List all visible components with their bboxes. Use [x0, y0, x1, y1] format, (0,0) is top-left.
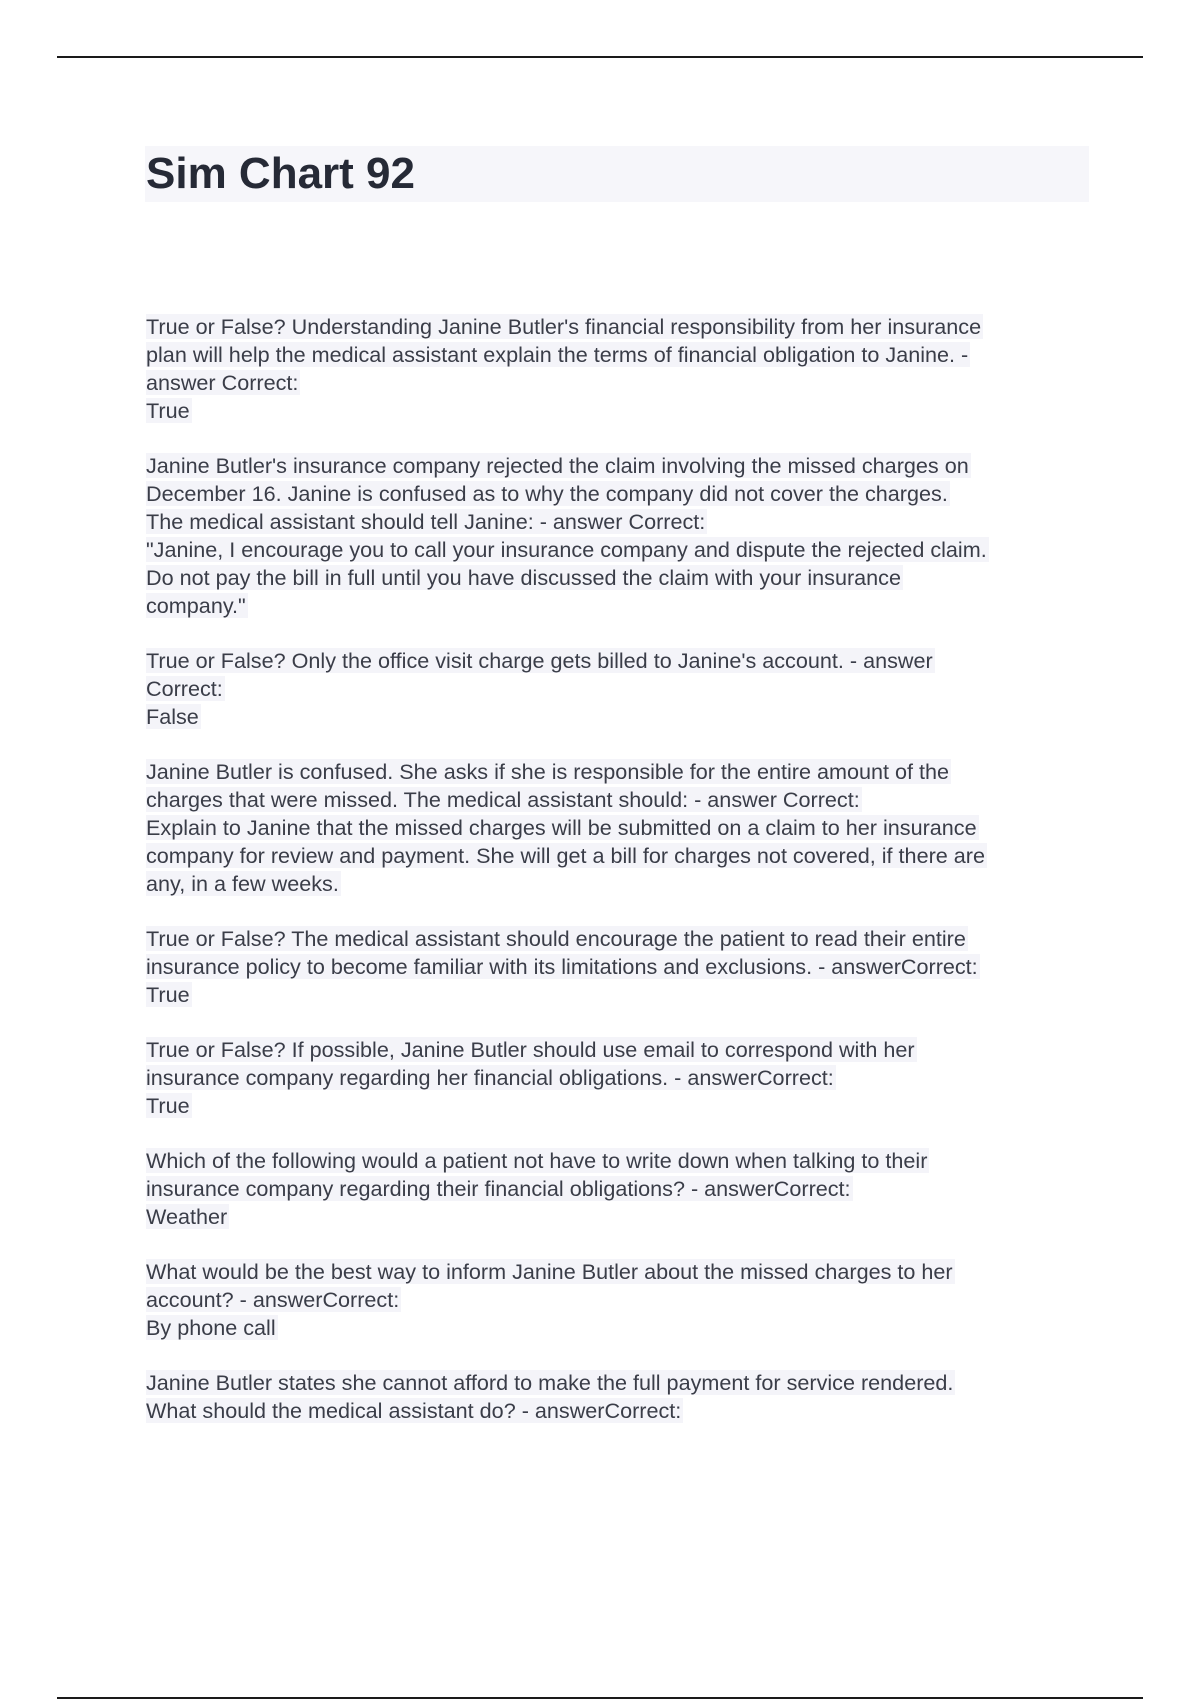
- qa-text: True or False? Only the office visit charge gets billed to Janine's account. - answer: [146, 648, 933, 673]
- qa-line: [146, 397, 1096, 425]
- qa-line: [146, 1369, 1096, 1397]
- qa-line: [146, 786, 1096, 814]
- qa-line: [146, 675, 1096, 703]
- qa-text: True or False? The medical assistant should encourage the patient to read their entire: [146, 926, 966, 951]
- qa-line: [146, 1175, 1096, 1203]
- qa-text: True: [146, 1093, 190, 1118]
- qa-line: [146, 1203, 1096, 1231]
- qa-text: Which of the following would a patient not have to write down when talking to their: [146, 1148, 928, 1173]
- qa-text: Janine Butler's insurance company rejected the claim involving the missed charges on: [146, 453, 969, 478]
- qa-item: [146, 1258, 1096, 1342]
- qa-text: True: [146, 982, 190, 1007]
- qa-text: Janine Butler states she cannot afford to make the full payment for service rendered.: [146, 1370, 954, 1395]
- qa-line: [146, 758, 1096, 786]
- qa-line: [146, 1258, 1096, 1286]
- qa-line: [146, 870, 1096, 898]
- qa-line: [146, 981, 1096, 1009]
- qa-text: True: [146, 398, 190, 423]
- qa-line: [146, 369, 1096, 397]
- qa-line: [146, 480, 1096, 508]
- qa-item: [146, 647, 1096, 731]
- qa-text: any, in a few weeks.: [146, 871, 339, 896]
- qa-text: charges that were missed. The medical assistant should: - answer Correct:: [146, 787, 860, 812]
- qa-item: [146, 1147, 1096, 1231]
- qa-line: [146, 1036, 1096, 1064]
- bottom-rule: [57, 1697, 1143, 1699]
- qa-text: Weather: [146, 1204, 228, 1229]
- qa-line: [146, 1314, 1096, 1342]
- qa-text: December 16. Janine is confused as to why the company did not cover the charges.: [146, 481, 948, 506]
- qa-text: insurance company regarding her financial obligations. - answerCorrect:: [146, 1065, 834, 1090]
- qa-item: [146, 925, 1096, 1009]
- qa-line: [146, 536, 1096, 564]
- qa-line: [146, 508, 1096, 536]
- qa-text: Correct:: [146, 676, 223, 701]
- qa-line: [146, 452, 1096, 480]
- qa-item: [146, 1036, 1096, 1120]
- qa-text: Explain to Janine that the missed charges will be submitted on a claim to her insurance: [146, 815, 977, 840]
- qa-line: [146, 592, 1096, 620]
- qa-text: insurance company regarding their financial obligations? - answerCorrect:: [146, 1176, 851, 1201]
- qa-list: [146, 313, 1096, 1452]
- qa-text: What should the medical assistant do? - answerCorrect:: [146, 1398, 682, 1423]
- qa-text: insurance policy to become familiar with its limitations and exclusions. - answerCorrect:: [146, 954, 978, 979]
- qa-line: [146, 703, 1096, 731]
- qa-line: [146, 1286, 1096, 1314]
- top-rule: [57, 56, 1143, 58]
- qa-text: "Janine, I encourage you to call your insurance company and dispute the rejected claim.: [146, 537, 987, 562]
- qa-item: [146, 758, 1096, 898]
- qa-text: plan will help the medical assistant explain the terms of financial obligation to Janine. -: [146, 342, 969, 367]
- qa-line: [146, 1397, 1096, 1425]
- qa-text: Janine Butler is confused. She asks if she is responsible for the entire amount of the: [146, 759, 950, 784]
- qa-line: [146, 341, 1096, 369]
- qa-line: [146, 814, 1096, 842]
- qa-text: By phone call: [146, 1315, 276, 1340]
- qa-line: [146, 925, 1096, 953]
- qa-text: True or False? Understanding Janine Butler's financial responsibility from her insurance: [146, 314, 982, 339]
- qa-line: [146, 1147, 1096, 1175]
- page-title: Sim Chart 92: [146, 149, 415, 198]
- qa-item: [146, 313, 1096, 425]
- qa-item: [146, 452, 1096, 620]
- qa-text: company for review and payment. She will get a bill for charges not covered, if there are: [146, 843, 985, 868]
- qa-text: What would be the best way to inform Janine Butler about the missed charges to her: [146, 1259, 953, 1284]
- qa-line: [146, 1092, 1096, 1120]
- qa-text: False: [146, 704, 199, 729]
- qa-text: company.": [146, 593, 246, 618]
- qa-line: [146, 564, 1096, 592]
- qa-line: [146, 313, 1096, 341]
- qa-text: answer Correct:: [146, 370, 299, 395]
- qa-line: [146, 842, 1096, 870]
- qa-text: account? - answerCorrect:: [146, 1287, 400, 1312]
- qa-text: The medical assistant should tell Janine: - answer Correct:: [146, 509, 706, 534]
- qa-text: True or False? If possible, Janine Butler should use email to correspond with her: [146, 1037, 915, 1062]
- qa-line: [146, 953, 1096, 981]
- qa-line: [146, 1064, 1096, 1092]
- qa-line: [146, 647, 1096, 675]
- qa-text: Do not pay the bill in full until you have discussed the claim with your insurance: [146, 565, 901, 590]
- qa-item: [146, 1369, 1096, 1425]
